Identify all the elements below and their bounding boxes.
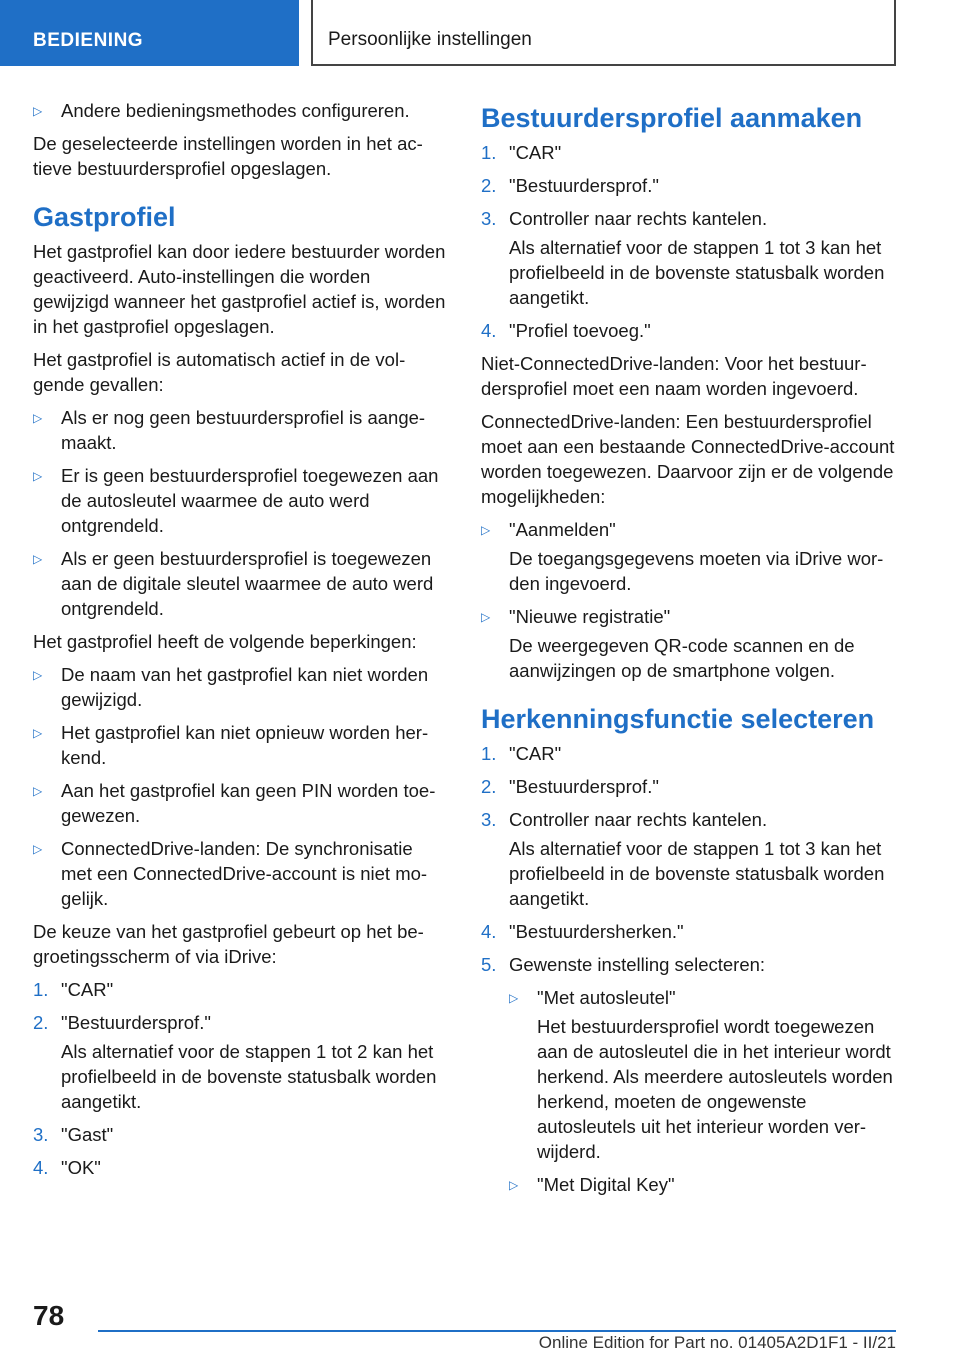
triangle-bullet-icon: ▷ [33,726,43,740]
guest-steps-list [33,977,448,1180]
heading-herkenningsfunctie: Herkenningsfunctie selecteren [481,704,875,734]
page-number: 78 [33,1300,65,1331]
list-item: ▷ "Met Digital Key" [509,1172,896,1197]
heading-bestuurdersprofiel-aanmaken: Bestuurdersprofiel aanmaken [481,103,863,133]
list-item: ▷ Als er nog geen bestuurdersprofiel is aangemaakt. [33,407,426,453]
step-number: 3. [33,1124,49,1145]
step-item: 1. "CAR" [33,979,114,1000]
recog-steps-list [481,741,896,1197]
list-item: ▷ Er is geen bestuurdersprofiel toegewezen aan de autosleutel waarmee de auto werd ontgrendeld. [33,465,439,536]
step-number: 1. [481,142,497,163]
step-note: Als alternatief voor de stappen 1 tot 2 kan het profielbeeld in de bovenste statusbalk worden aangetikt. [61,1041,437,1112]
footer-edition: Online Edition for Part no. 01405A2D1F1 - II/21 [538,1333,896,1352]
step-number: 3. [481,208,497,229]
intro-bullet-list [33,98,448,123]
step-number: 2. [481,175,497,196]
step-item: 3. Controller naar rechts kantelen. Als alternatief voor de stappen 1 tot 3 kan het profielbeeld in de bovenste statusbalk worden aangetikt. [481,206,896,310]
step-item: 2. "Bestuurdersprof." [481,776,659,797]
paragraph: Niet-ConnectedDrive-landen: Voor het bestuurdersprofiel moet een naam worden ingevoerd. [481,353,867,399]
step-note: Als alternatief voor de stappen 1 tot 3 kan het profielbeeld in de bovenste statusbalk worden aangetikt. [509,838,885,909]
page-header [0,0,960,66]
footer-divider [98,1330,896,1332]
step-item: 4. "Bestuurdersherken." [481,921,684,942]
step-item: 5. Gewenste instelling selecteren: ▷ "Met autosleutel" Het bestuurdersprofiel wordt toegewezen aan de autosleutel die in het interieur wordt herkend. Als meerdere autosleutels worden herkend, moeten de ongewenste autosleutels uit het interieur worden verwijderd. ▷ "Met Digital Key" [481,952,896,1197]
triangle-bullet-icon: ▷ [33,784,43,798]
triangle-bullet-icon: ▷ [33,411,43,425]
step-number: 4. [481,320,497,341]
paragraph: De keuze van het gastprofiel gebeurt op het begroetingsscherm of via iDrive: [33,921,424,967]
right-column [481,98,896,1205]
step-number: 1. [481,743,497,764]
step-note: Als alternatief voor de stappen 1 tot 3 kan het profielbeeld in de bovenste statusbalk worden aangetikt. [509,237,885,308]
list-item: ▷ Aan het gastprofiel kan geen PIN worden toegewezen. [33,780,436,826]
create-steps-list [481,140,896,343]
step-number: 2. [481,776,497,797]
triangle-bullet-icon: ▷ [509,991,519,1005]
triangle-bullet-icon: ▷ [33,469,43,483]
list-item: ▷ De naam van het gastprofiel kan niet worden gewijzigd. [33,664,429,710]
chapter-title: Persoonlijke instellingen [311,0,896,66]
limits-list [33,662,448,911]
triangle-bullet-icon: ▷ [33,668,43,682]
triangle-bullet-icon: ▷ [481,523,491,537]
step-item: 3. Controller naar rechts kantelen. Als alternatief voor de stappen 1 tot 3 kan het profielbeeld in de bovenste statusbalk worden aangetikt. [481,807,896,911]
step-number: 5. [481,954,497,975]
paragraph: Het gastprofiel is automatisch actief in de volgende gevallen: [33,349,406,395]
paragraph: ConnectedDrive-landen: Een bestuurdersprofiel moet aan een bestaande ConnectedDrive-account worden toegewezen. Daarvoor zijn er de volgende mogelijkheden: [481,411,895,507]
step-item: 4. "OK" [33,1157,101,1178]
step-item: 3. "Gast" [33,1124,114,1145]
paragraph: Het gastprofiel kan door iedere bestuurder worden geactiveerd. Auto-instellingen die worden gewijzigd wanneer het gastprofiel actief is, worden in het gastprofiel opgeslagen. [33,241,446,337]
option-note: De weergegeven QR-code scannen en de aanwijzingen op de smartphone volgen. [509,635,855,681]
left-column [33,98,448,1188]
list-item: ▷ "Met autosleutel" Het bestuurdersprofiel wordt toegewezen aan de autosleutel die in het interieur wordt herkend. Als meerdere autosleutels worden herkend, moeten de ongewenste autosleutels uit het interieur worden verwijderd. [509,985,896,1164]
list-item: ▷ Andere bedieningsmethodes configureren. [33,98,448,123]
step-item: 2. "Bestuurdersprof." [481,175,659,196]
list-item: ▷ Als er geen bestuurdersprofiel is toegewezen aan de digitale sleutel waarmee de auto werd ontgrendeld. [33,548,434,619]
triangle-bullet-icon: ▷ [509,1178,519,1192]
step-number: 1. [33,979,49,1000]
heading-gastprofiel: Gastprofiel [33,202,176,232]
triangle-bullet-icon: ▷ [33,552,43,566]
step-number: 4. [33,1157,49,1178]
list-item: ▷ "Aanmelden" De toegangsgegevens moeten via iDrive worden ingevoerd. [481,517,896,596]
step-item: 1. "CAR" [481,743,562,764]
step-number: 3. [481,809,497,830]
triangle-bullet-icon: ▷ [33,842,43,856]
intro-paragraph: De geselecteerde instellingen worden in het actieve bestuurdersprofiel opgeslagen. [33,133,423,179]
recog-options-list [509,985,896,1197]
section-label: BEDIENING [0,0,299,66]
paragraph: Het gastprofiel heeft de volgende beperkingen: [33,631,417,652]
triangle-bullet-icon: ▷ [33,104,43,118]
triangle-bullet-icon: ▷ [481,610,491,624]
options-list [481,517,896,683]
list-item: ▷ "Nieuwe registratie" De weergegeven QR-code scannen en de aanwijzingen op de smartphone volgen. [481,604,896,683]
step-item: 4. "Profiel toevoeg." [481,320,651,341]
cases-list [33,405,448,621]
list-item: ▷ Het gastprofiel kan niet opnieuw worden herkend. [33,722,429,768]
option-note: De toegangsgegevens moeten via iDrive worden ingevoerd. [509,548,884,594]
list-item: ▷ ConnectedDrive-landen: De synchronisatie met een ConnectedDrive-account is niet mogelijk. [33,838,428,909]
option-note: Het bestuurdersprofiel wordt toegewezen aan de autosleutel die in het interieur wordt herkend. Als meerdere autosleutels worden herkend, moeten de ongewenste autosleutels uit het interieur worden verwijderd. [537,1016,893,1162]
step-item: 1. "CAR" [481,142,562,163]
step-number: 4. [481,921,497,942]
step-item: 2. "Bestuurdersprof." Als alternatief voor de stappen 1 tot 2 kan het profielbeeld in de bovenste statusbalk worden aangetikt. [33,1010,448,1114]
step-number: 2. [33,1012,49,1033]
